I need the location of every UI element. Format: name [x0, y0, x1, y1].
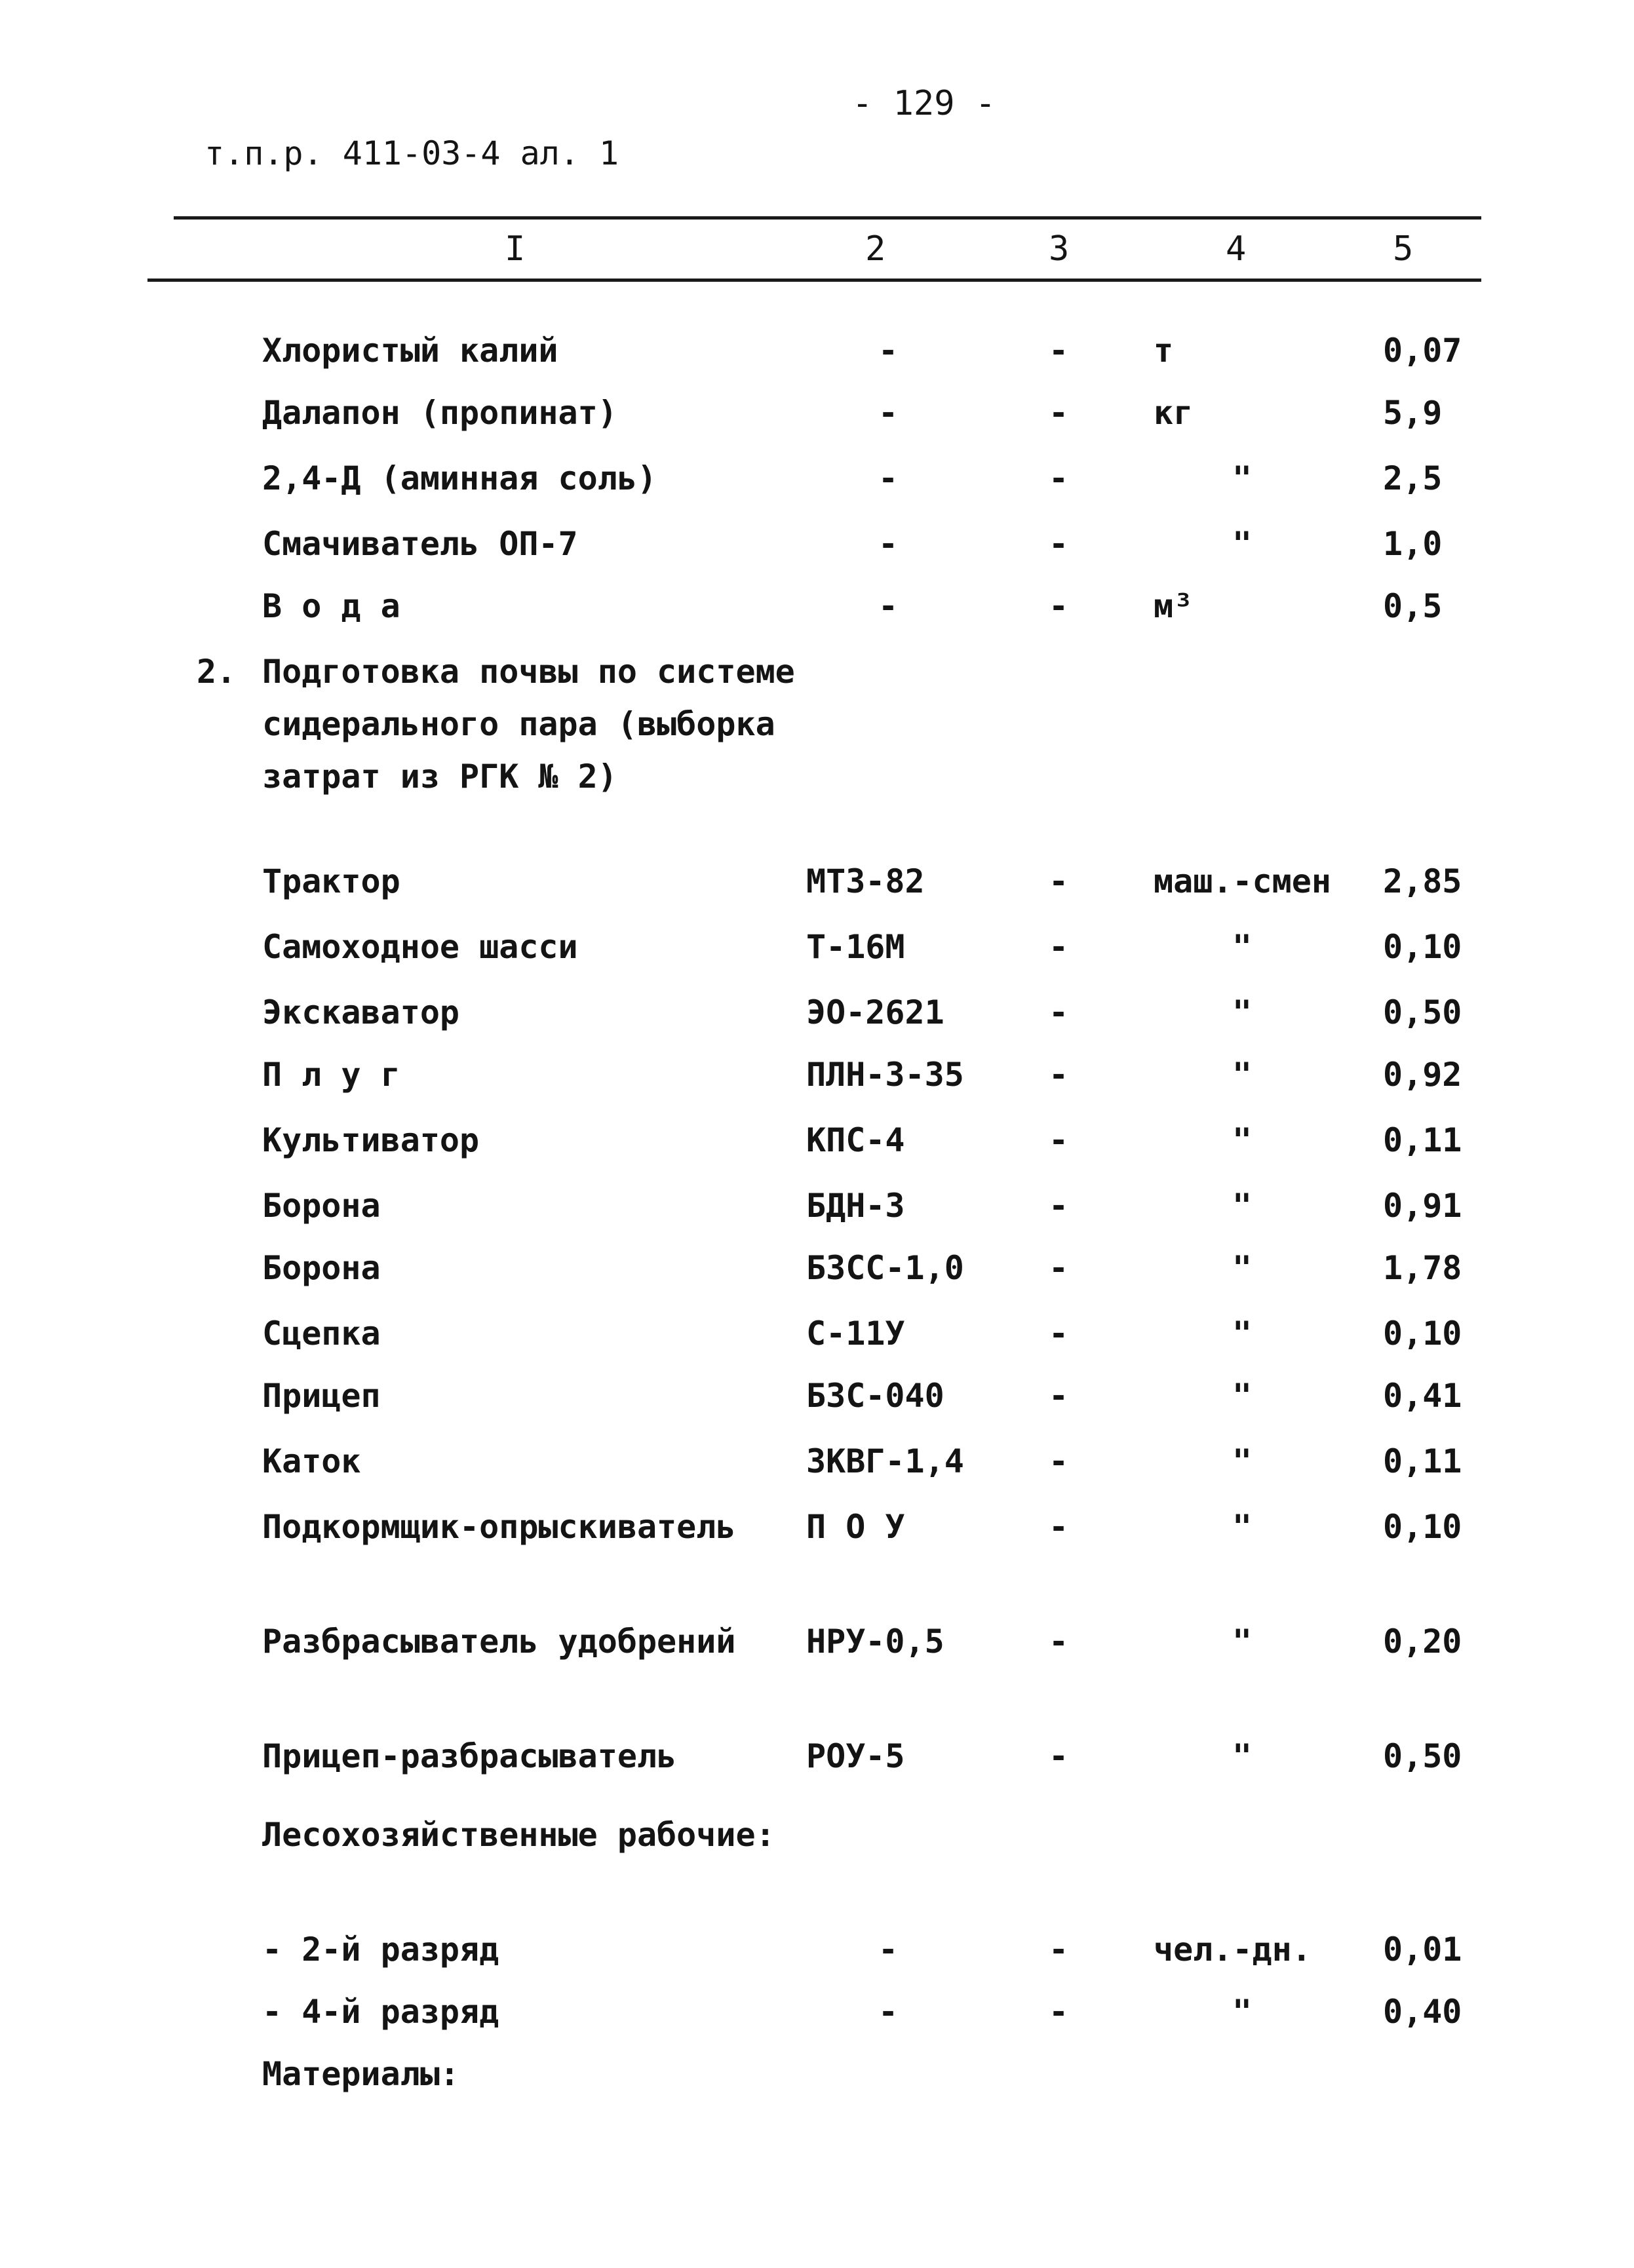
row-column-3: -	[1049, 928, 1069, 966]
table-row	[0, 645, 1634, 796]
row-name: - 2-й разряд	[262, 1931, 499, 1969]
row-name: Каток	[262, 1442, 361, 1480]
row-unit: "	[1232, 1442, 1253, 1480]
row-column-2: -	[878, 394, 899, 432]
row-column-3: -	[1049, 459, 1069, 497]
row-column-3: -	[1049, 332, 1069, 370]
row-column-2: -	[878, 332, 899, 370]
row-name: Смачиватель ОП-7	[262, 525, 578, 563]
row-unit: "	[1232, 993, 1253, 1031]
table-row	[0, 1809, 1634, 1874]
row-name: Борона	[262, 1249, 381, 1287]
column-header-3: 3	[1049, 229, 1070, 269]
table-row	[0, 921, 1634, 986]
row-unit: кг	[1154, 394, 1194, 432]
row-value: 0,5	[1383, 587, 1443, 625]
row-model: ПЛН-3-35	[806, 1056, 964, 1094]
row-value: 0,92	[1383, 1056, 1462, 1094]
column-header-1: I	[505, 229, 526, 269]
row-column-3: -	[1049, 1249, 1069, 1287]
row-value: 0,50	[1383, 1737, 1462, 1775]
row-value: 1,78	[1383, 1249, 1462, 1287]
row-name: В о д а	[262, 587, 400, 625]
row-column-3: -	[1049, 1931, 1069, 1969]
row-value: 0,11	[1383, 1121, 1462, 1159]
row-name: Самоходное шасси	[262, 928, 578, 966]
row-model: КПС-4	[806, 1121, 905, 1159]
document-reference: т.п.р. 411-03-4 ал. 1	[204, 134, 619, 172]
row-column-2: -	[878, 1931, 899, 1969]
row-value: 0,41	[1383, 1377, 1462, 1415]
row-unit: чел.-дн.	[1154, 1931, 1312, 1969]
row-name: Материалы:	[262, 2055, 460, 2093]
row-unit: "	[1232, 525, 1253, 563]
column-header-5: 5	[1393, 229, 1414, 269]
row-column-2: -	[878, 459, 899, 497]
row-name: Прицеп-разбрасыватель	[262, 1737, 677, 1775]
row-value: 0,10	[1383, 1508, 1462, 1546]
row-unit: "	[1232, 1508, 1253, 1546]
row-unit: "	[1232, 928, 1253, 966]
table-row	[0, 1114, 1634, 1180]
row-value: 1,0	[1383, 525, 1443, 563]
row-value: 0,11	[1383, 1442, 1462, 1480]
row-unit: "	[1232, 1056, 1253, 1094]
row-value: 0,91	[1383, 1187, 1462, 1225]
row-unit: м³	[1154, 587, 1194, 625]
row-name: Хлористый калий	[262, 332, 558, 370]
table-row	[0, 1435, 1634, 1501]
row-number: 2.	[197, 653, 237, 691]
table-top-rule	[174, 216, 1481, 220]
table-row	[0, 580, 1634, 645]
row-column-3: -	[1049, 1508, 1069, 1546]
row-unit: "	[1232, 1377, 1253, 1415]
table-row	[0, 1242, 1634, 1307]
row-column-3: -	[1049, 1121, 1069, 1159]
row-unit: "	[1232, 1121, 1253, 1159]
table-row	[0, 1923, 1634, 1989]
table-row	[0, 452, 1634, 518]
row-name: Разбрасыватель удобрений	[262, 1623, 736, 1661]
row-unit: "	[1232, 1623, 1253, 1661]
row-unit: "	[1232, 1315, 1253, 1353]
row-model: БЗСС-1,0	[806, 1249, 964, 1287]
row-value: 2,5	[1383, 459, 1443, 497]
row-column-3: -	[1049, 1737, 1069, 1775]
table-row	[0, 1307, 1634, 1373]
row-model: МТЗ-82	[806, 862, 925, 900]
row-name: Сцепка	[262, 1315, 381, 1353]
table-row	[0, 986, 1634, 1052]
row-name: Прицеп	[262, 1377, 381, 1415]
page-number: - 129 -	[852, 84, 996, 123]
row-value: 0,01	[1383, 1931, 1462, 1969]
row-model: РОУ-5	[806, 1737, 905, 1775]
row-column-2: -	[878, 587, 899, 625]
row-name: 2,4-Д (аминная соль)	[262, 459, 657, 497]
row-model: ЭО-2621	[806, 993, 944, 1031]
table-row	[0, 518, 1634, 583]
row-column-3: -	[1049, 1056, 1069, 1094]
row-column-3: -	[1049, 1187, 1069, 1225]
row-model: ЗКВГ-1,4	[806, 1442, 964, 1480]
table-row	[0, 1180, 1634, 1245]
row-value: 2,85	[1383, 862, 1462, 900]
row-model: БЗС-040	[806, 1377, 944, 1415]
row-name: Экскаватор	[262, 993, 460, 1031]
table-row	[0, 2048, 1634, 2113]
row-column-3: -	[1049, 525, 1069, 563]
column-header-4: 4	[1226, 229, 1247, 269]
row-value: 0,10	[1383, 928, 1462, 966]
row-value: 0,10	[1383, 1315, 1462, 1353]
row-name: Трактор	[262, 862, 400, 900]
row-model: П О У	[806, 1508, 905, 1546]
table-row	[0, 1615, 1634, 1681]
row-unit: "	[1232, 1249, 1253, 1287]
row-column-3: -	[1049, 993, 1069, 1031]
row-value: 0,20	[1383, 1623, 1462, 1661]
table-row	[0, 387, 1634, 452]
row-value: 0,50	[1383, 993, 1462, 1031]
column-header-2: 2	[865, 229, 886, 269]
row-column-2: -	[878, 525, 899, 563]
row-unit: маш.-смен	[1154, 862, 1331, 900]
row-column-3: -	[1049, 1623, 1069, 1661]
table-row	[0, 324, 1634, 390]
row-value: 5,9	[1383, 394, 1443, 432]
row-column-2: -	[878, 1993, 899, 2031]
row-model: БДН-3	[806, 1187, 905, 1225]
row-name: Лесохозяйственные рабочие:	[262, 1816, 775, 1854]
row-column-3: -	[1049, 862, 1069, 900]
row-name: Подготовка почвы по системе сидерального пара (выборка затрат из РГК № 2)	[262, 653, 795, 796]
row-unit: "	[1232, 1737, 1253, 1775]
row-column-3: -	[1049, 1377, 1069, 1415]
row-column-3: -	[1049, 1993, 1069, 2031]
row-column-3: -	[1049, 394, 1069, 432]
row-unit: "	[1232, 1993, 1253, 2031]
table-row	[0, 1986, 1634, 2051]
row-column-3: -	[1049, 1315, 1069, 1353]
table-bottom-rule	[147, 279, 1481, 282]
table-row	[0, 1501, 1634, 1566]
table-row	[0, 1048, 1634, 1114]
row-name: Борона	[262, 1187, 381, 1225]
row-model: С-11У	[806, 1315, 905, 1353]
row-name: Далапон (пропинат)	[262, 394, 617, 432]
row-name: Подкормщик-опрыскиватель	[262, 1508, 736, 1546]
row-unit: "	[1232, 459, 1253, 497]
table-row	[0, 1370, 1634, 1435]
row-value: 0,07	[1383, 332, 1462, 370]
row-value: 0,40	[1383, 1993, 1462, 2031]
row-name: П л у г	[262, 1056, 400, 1094]
table-row	[0, 855, 1634, 921]
table-row	[0, 1730, 1634, 1796]
row-unit: т	[1154, 332, 1174, 370]
row-column-3: -	[1049, 587, 1069, 625]
row-model: НРУ-0,5	[806, 1623, 944, 1661]
row-unit: "	[1232, 1187, 1253, 1225]
row-name: - 4-й разряд	[262, 1993, 499, 2031]
row-column-3: -	[1049, 1442, 1069, 1480]
row-model: Т-16М	[806, 928, 905, 966]
row-name: Культиватор	[262, 1121, 480, 1159]
